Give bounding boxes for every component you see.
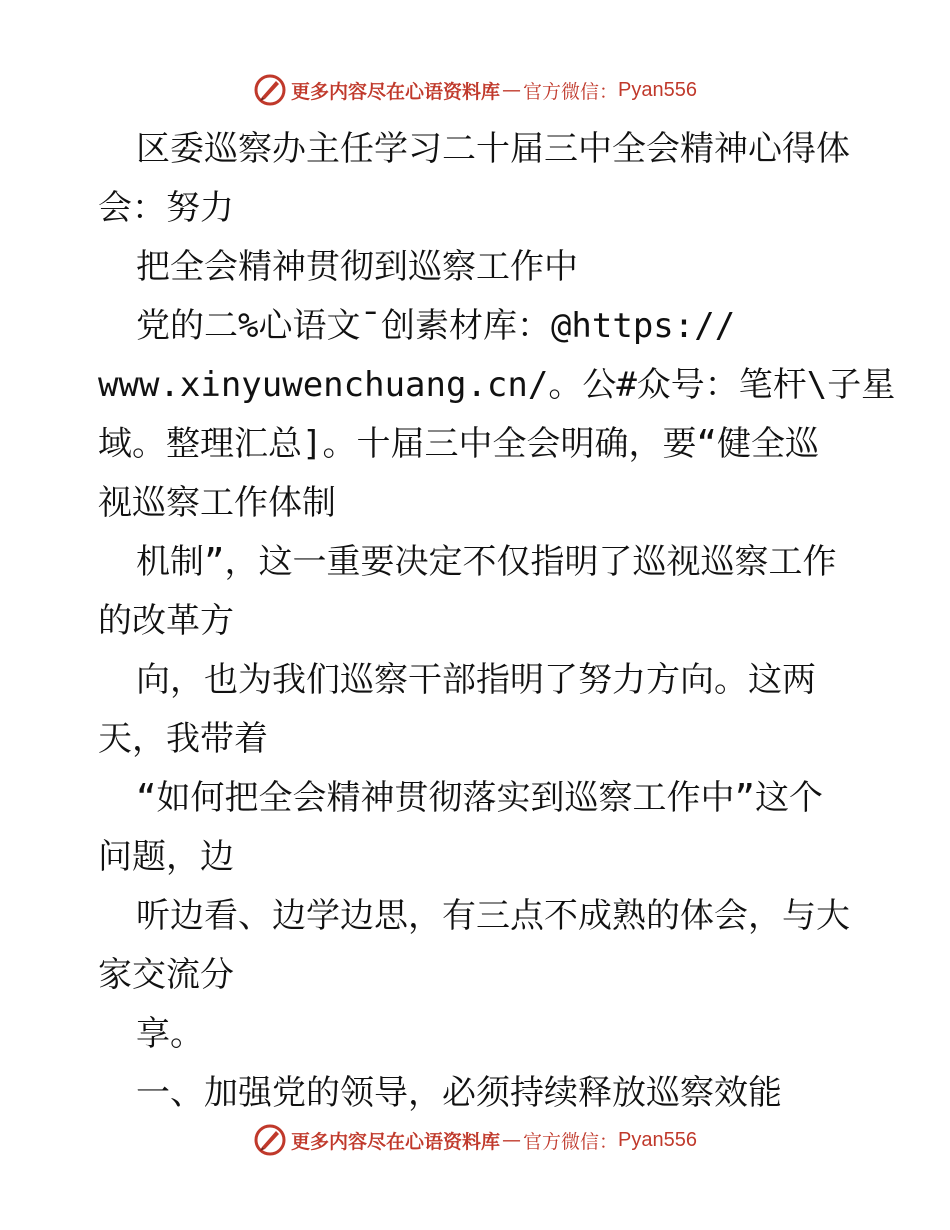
banner-separator: — (502, 79, 522, 101)
text-line: 把全会精神贯彻到巡察工作中 (136, 247, 578, 287)
banner-main-text: 更多内容尽在心语资料库 (291, 80, 501, 103)
text-line: “如何把全会精神贯彻落实到巡察工作中”这个 (136, 778, 823, 818)
banner-main-text: 更多内容尽在心语资料库 (291, 1130, 501, 1153)
text-line: 域。整理汇总]。十届三中全会明确，要“健全巡 (98, 424, 819, 464)
text-line: 机制”，这一重要决定不仅指明了巡视巡察工作 (136, 542, 837, 582)
text-line: 区委巡察办主任学习二十届三中全会精神心得体 (136, 129, 850, 169)
text-line: 听边看、边学边思，有三点不成熟的体会，与大 (136, 896, 850, 936)
brand-logo-icon (253, 73, 287, 107)
banner-wechat-id: Pyan556 (618, 78, 697, 101)
banner-separator: — (502, 1129, 522, 1151)
brand-logo-icon (253, 1123, 287, 1157)
text-line: 一、加强党的领导，必须持续释放巡察效能 (136, 1073, 782, 1113)
text-line: www.xinyuwenchuang.cn/。公#众号：笔杆\子星 (98, 365, 896, 405)
banner-sub-text: 官方微信： (523, 1130, 619, 1153)
text-line: 享。 (136, 1014, 204, 1054)
text-line: 问题，边 (98, 837, 234, 877)
document-body (98, 120, 896, 1123)
banner-sub-text: 官方微信： (523, 80, 619, 103)
text-line: 党的二%心语文¯创素材库：@https:// (136, 306, 736, 346)
text-line: 的改革方 (98, 601, 234, 641)
footer-banner (0, 1120, 950, 1160)
text-line: 家交流分 (98, 955, 234, 995)
text-line: 会：努力 (98, 188, 234, 228)
text-line: 天，我带着 (98, 719, 268, 759)
header-banner (0, 70, 950, 110)
text-line: 向，也为我们巡察干部指明了努力方向。这两 (136, 660, 816, 700)
text-line: 视巡察工作体制 (98, 483, 336, 523)
banner-wechat-id: Pyan556 (618, 1128, 697, 1151)
